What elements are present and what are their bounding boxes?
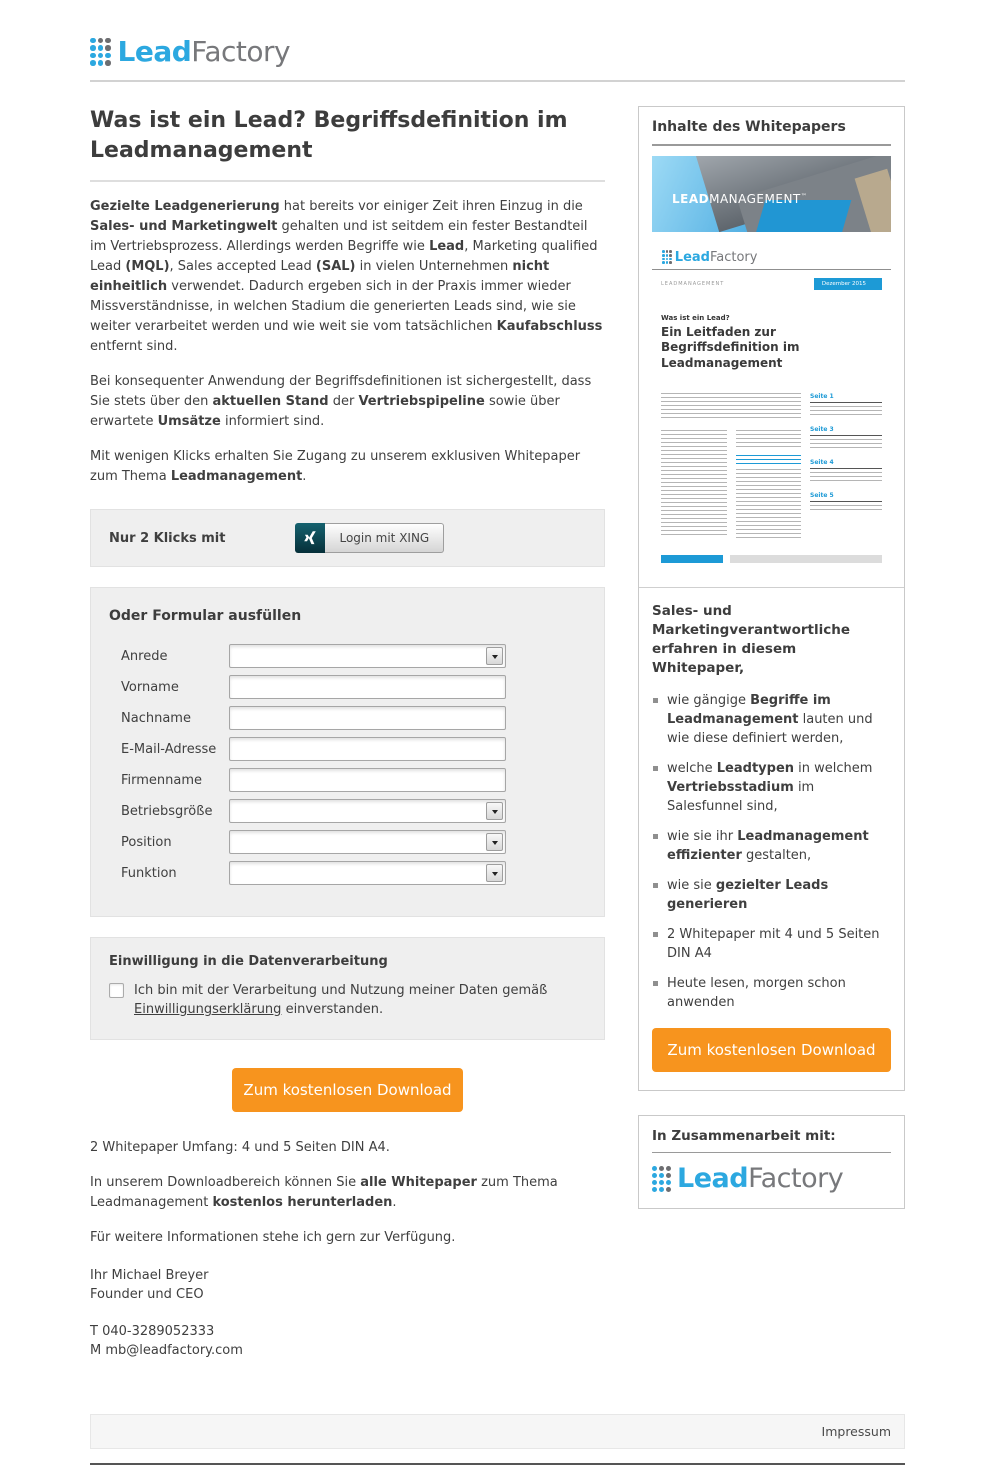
toc-entry: Seite 5	[810, 492, 882, 502]
anrede-label: Anrede	[121, 648, 168, 664]
sidebar-subhead: Sales- und Marketingverantwortliche erfahren in diesem Whitepaper,	[652, 603, 850, 677]
chevron-down-icon[interactable]	[486, 864, 503, 882]
leadfactory-logo-partner	[652, 1163, 843, 1194]
sidebar-divider	[639, 587, 904, 588]
xing-icon	[295, 523, 325, 553]
xing-button-label: Login mit XING	[325, 523, 444, 553]
nachname-label: Nachname	[121, 710, 191, 726]
form-row	[121, 768, 586, 792]
partner-heading: In Zusammenarbeit mit:	[652, 1128, 891, 1153]
leadfactory-dots-icon	[90, 38, 111, 66]
scope-paragraph: 2 Whitepaper Umfang: 4 und 5 Seiten DIN A4.	[90, 1140, 390, 1155]
preview-pagination-bar	[730, 555, 882, 563]
title-divider	[90, 180, 605, 182]
page-title: Was ist ein Lead? Begriffsdefinition im Leadmanagement	[90, 108, 568, 163]
contact-block	[90, 1322, 605, 1360]
form-row	[121, 675, 586, 699]
preview-title: Ein Leitfaden zur Begriffsdefinition im Leadmanagement	[661, 324, 800, 370]
form-row	[121, 799, 586, 823]
intro-paragraph-1: Gezielte Leadgenerierung hat bereits vor einiger Zeit ihren Einzug in die Sales- und Marketingwelt gehalten und ist seitdem ein fester Bestandteil im Vertriebsprozess. Allerdings werden Begriffe wie Lead, Marketing qualified Lead (MQL), Sales accepted Lead (SAL) in vielen Unternehmen nicht einheitlich verwendet. Dadurch ergeben sich in der Praxis immer wieder Missverständnisse, in welchen Stadium die generierten Leads sind, wie sie weiter verarbeitet werden und wie weit sie vom tatsächlichen Kaufabschluss entfernt sind.	[90, 199, 603, 354]
list-item: wie gängige Begriffe im Leadmanagement lauten und wie diese definiert werden,	[652, 691, 891, 748]
preview-header-text: LEADMANAGEMENT	[661, 280, 725, 287]
list-item: Heute lesen, morgen schon anwenden	[652, 974, 891, 1012]
toc-entry: Seite 4	[810, 459, 882, 469]
consent-text: Ich bin mit der Verarbeitung und Nutzung meiner Daten gemäß Einwilligungserklärung einverstanden.	[134, 983, 548, 1017]
signature-block	[90, 1266, 605, 1304]
signature-role: Founder und CEO	[90, 1287, 204, 1302]
firmenname-field[interactable]	[229, 768, 506, 792]
benefits-list	[652, 691, 891, 1012]
preview-date-badge: Dezember 2015	[814, 278, 882, 290]
betriebsgroesse-select[interactable]	[229, 799, 506, 823]
sidebar	[638, 82, 905, 1378]
form-row	[121, 737, 586, 761]
signature-name: Ihr Michael Breyer	[90, 1268, 209, 1283]
chevron-down-icon[interactable]	[486, 833, 503, 851]
whitepaper-preview-page	[652, 269, 891, 576]
intro-paragraph-2: Bei konsequenter Anwendung der Begriffsdefinitionen ist sichergestellt, dass Sie stets über den aktuellen Stand der Vertriebspipeline sowie über erwartete Umsätze informiert sind.	[90, 374, 592, 429]
contact-phone: T 040-3289052333	[90, 1324, 215, 1339]
preview-footer-bar	[661, 555, 723, 563]
site-header	[90, 0, 905, 82]
leadfactory-logo-text: LeadFactory	[677, 1163, 844, 1195]
xing-login-band	[90, 509, 605, 567]
form-row	[121, 644, 586, 668]
chevron-down-icon[interactable]	[486, 647, 503, 665]
footer	[90, 1414, 905, 1449]
form-heading: Oder Formular ausfüllen	[109, 608, 302, 624]
vorname-field[interactable]	[229, 675, 506, 699]
form-row	[121, 861, 586, 885]
list-item: welche Leadtypen in welchem Vertriebsstadium im Salesfunnel sind,	[652, 759, 891, 816]
leadfactory-logo-text: LeadFactory	[674, 249, 758, 265]
email-field[interactable]	[229, 737, 506, 761]
list-item: 2 Whitepaper mit 4 und 5 Seiten DIN A4	[652, 925, 891, 963]
list-item: wie sie ihr Leadmanagement effizienter gestalten,	[652, 827, 891, 865]
contact-email: M mb@leadfactory.com	[90, 1343, 243, 1358]
xing-login-button[interactable]	[295, 523, 444, 553]
leadfactory-dots-icon	[652, 1166, 671, 1192]
nachname-field[interactable]	[229, 706, 506, 730]
form-row	[121, 706, 586, 730]
preview-kicker: Was ist ein Lead?	[661, 313, 730, 322]
preview-toc	[810, 393, 882, 539]
toc-entry: Seite 3	[810, 426, 882, 436]
betriebsgroesse-label: Betriebsgröße	[121, 803, 213, 819]
lead-form	[90, 587, 605, 917]
position-select[interactable]	[229, 830, 506, 854]
sidebar-download-button[interactable]: Zum kostenlosen Download	[652, 1028, 891, 1072]
main-column	[90, 82, 605, 1378]
preview-text-lines	[661, 430, 727, 538]
download-button[interactable]: Zum kostenlosen Download	[232, 1068, 463, 1112]
info-paragraph: Für weitere Informationen stehe ich gern zur Verfügung.	[90, 1230, 456, 1245]
consent-section	[90, 937, 605, 1040]
consent-checkbox[interactable]	[109, 983, 124, 998]
whitepaper-box-heading: Inhalte des Whitepapers	[652, 119, 891, 146]
consent-heading: Einwilligung in die Datenverarbeitung	[109, 954, 388, 969]
list-item: wie sie gezielter Leads generieren	[652, 876, 891, 914]
toc-entry: Seite 1	[810, 393, 882, 403]
position-label: Position	[121, 834, 172, 850]
whitepaper-cover-image	[652, 156, 891, 232]
leadfactory-dots-icon	[662, 250, 672, 263]
partner-box	[638, 1115, 905, 1209]
funktion-select[interactable]	[229, 861, 506, 885]
impressum-link[interactable]: Impressum	[821, 1424, 891, 1439]
firmenname-label: Firmenname	[121, 772, 203, 788]
chevron-down-icon[interactable]	[486, 802, 503, 820]
preview-text-lines	[736, 430, 802, 539]
whitepaper-box	[638, 106, 905, 1091]
intro-paragraph-3: Mit wenigen Klicks erhalten Sie Zugang zu unserem exklusiven Whitepaper zum Thema Leadmanagement.	[90, 449, 581, 484]
downloadbereich-paragraph: In unserem Downloadbereich können Sie alle Whitepaper zum Thema Leadmanagement kostenlos herunterladen.	[90, 1175, 558, 1210]
leadfactory-logo-small	[662, 250, 757, 265]
vorname-label: Vorname	[121, 679, 179, 695]
page	[90, 0, 905, 1465]
leadfactory-logo	[90, 35, 290, 68]
email-label: E-Mail-Adresse	[121, 741, 217, 757]
cover-title: LEADMANAGEMENT™	[672, 192, 808, 206]
leadfactory-logo-text: LeadFactory	[117, 35, 291, 68]
funktion-label: Funktion	[121, 865, 177, 881]
cover-logo-band	[652, 232, 891, 269]
einwilligung-link[interactable]: Einwilligungserklärung	[134, 1002, 282, 1017]
anrede-select[interactable]	[229, 644, 506, 668]
preview-text-lines	[661, 393, 801, 418]
form-row	[121, 830, 586, 854]
xing-band-label: Nur 2 Klicks mit	[109, 530, 226, 546]
